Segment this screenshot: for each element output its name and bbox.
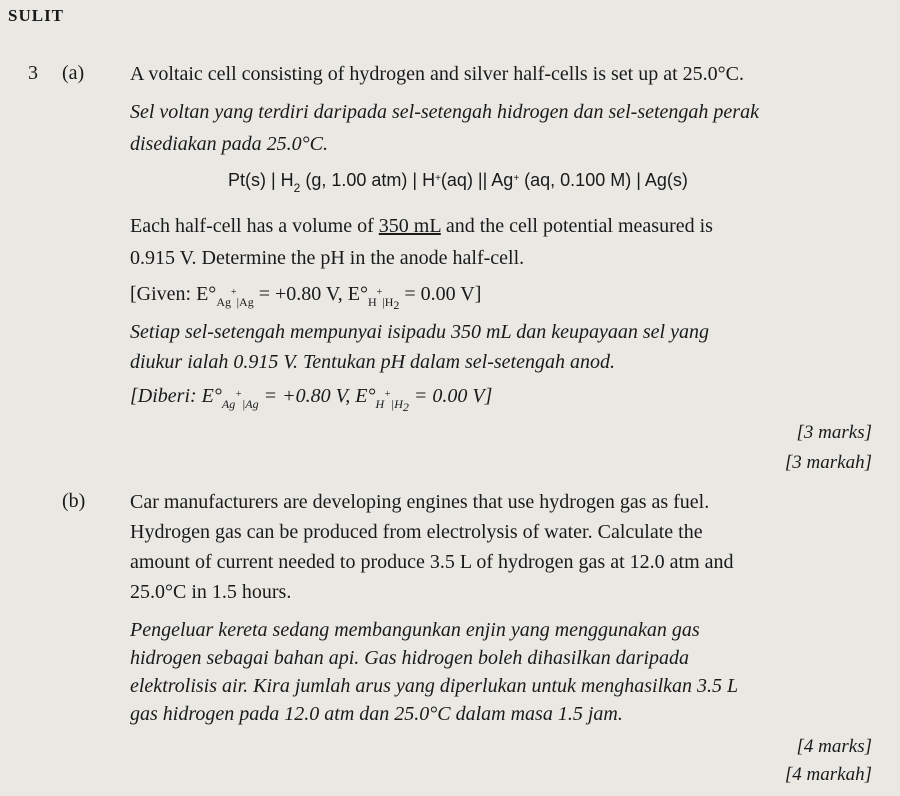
part-a-ms-line4: diukur ialah 0.915 V. Tentukan pH dalam sel-setengah anod.: [130, 351, 615, 373]
given-en-val2: = 0.00 V]: [399, 283, 482, 305]
part-b-ms-line1: Pengeluar kereta sedang membangunkan enjin yang menggunakan gas: [130, 619, 700, 641]
cell-hplus-superscript: +: [435, 173, 441, 184]
part-b-ms-line3: elektrolisis air. Kira jumlah arus yang diperlukan untuk menghasilkan 3.5 L: [130, 675, 739, 697]
given-ms-sub2b: |H: [390, 397, 403, 411]
part-a-ms-line3: Setiap sel-setengah mempunyai isipadu 350 mL dan keupayaan sel yang: [130, 321, 709, 343]
given-en-sub1b: |Ag: [236, 295, 254, 309]
part-b-ms-line2: hidrogen sebagai bahan api. Gas hidrogen boleh dihasilkan daripada: [130, 647, 690, 669]
part-a-en-line2: [130, 216, 713, 236]
given-ms-sub1b: |Ag: [241, 397, 259, 411]
given-en-sub1: Ag: [216, 295, 231, 309]
given-ms-val2: = 0.00 V]: [408, 385, 493, 407]
given-ms-start: [Diberi: E°: [130, 385, 222, 407]
given-en-sup1: +: [230, 287, 237, 298]
given-ms-sup2: +: [384, 389, 391, 400]
part-b-en-line2: Hydrogen gas can be produced from electrolysis of water. Calculate the: [130, 521, 703, 543]
cell-notation: [228, 170, 688, 195]
cell-agplus-superscript: +: [513, 173, 520, 184]
given-en-sub2c: 2: [393, 298, 400, 312]
part-b-ms-line4: gas hidrogen pada 12.0 atm dan 25.0°C dalam masa 1.5 jam.: [130, 703, 623, 725]
cell-notation-right: (aq, 0.100 M) | Ag(s): [519, 170, 688, 190]
given-en-sup2: +: [376, 287, 383, 298]
given-ms: [130, 385, 493, 414]
given-en-sub2b: |H: [382, 295, 394, 309]
part-b-label: (b): [62, 490, 86, 512]
part-b-marks-ms: [4 markah]: [784, 764, 872, 785]
part-b-en-line3: amount of current needed to produce 3.5 L of hydrogen gas at 12.0 atm and: [130, 551, 734, 573]
given-ms-sub1: Ag: [221, 397, 236, 411]
part-a-en-line3: 0.915 V. Determine the pH in the anode half-cell.: [130, 247, 525, 269]
volume-value: 350 mL: [378, 215, 441, 237]
given-ms-sub2c: 2: [402, 400, 409, 414]
given-ms-sub2: H: [375, 397, 385, 411]
given-ms-val1: = +0.80 V, E°: [258, 385, 376, 407]
part-a-marks-en: [3 marks]: [796, 422, 872, 443]
part-a-marks-ms: [3 markah]: [784, 452, 872, 473]
given-en: [130, 283, 482, 312]
question-number: 3: [28, 62, 38, 84]
part-a-label: (a): [62, 62, 85, 84]
given-en-sub2: H: [367, 295, 377, 309]
part-b-en-line4: 25.0°C in 1.5 hours.: [130, 581, 292, 603]
part-a-en-line1: A voltaic cell consisting of hydrogen and silver half-cells is set up at 25.0°C.: [130, 63, 744, 85]
cell-notation-mid2: (aq) || Ag: [440, 170, 514, 190]
part-a-ms-line2: disediakan pada 25.0°C.: [130, 133, 328, 155]
cell-notation-left: Pt(s) | H: [228, 170, 294, 190]
given-en-start: [Given: E°: [130, 283, 217, 305]
given-en-val1: = +0.80 V, E°: [253, 283, 368, 305]
part-a-ms-line1: Sel voltan yang terdiri daripada sel-setengah hidrogen dan sel-setengah perak: [130, 101, 759, 123]
header-sulit: SULIT: [8, 6, 65, 25]
cell-h2-subscript: 2: [293, 181, 301, 195]
given-ms-sup1: +: [235, 389, 242, 400]
part-a-en-line2a: Each half-cell has a volume of: [130, 215, 379, 237]
cell-notation-mid: (g, 1.00 atm) | H: [300, 170, 436, 190]
part-b-en-line1: Car manufacturers are developing engines that use hydrogen gas as fuel.: [130, 491, 710, 513]
part-a-en-line2b: and the cell potential measured is: [440, 215, 713, 237]
part-b-marks-en: [4 marks]: [796, 736, 872, 757]
